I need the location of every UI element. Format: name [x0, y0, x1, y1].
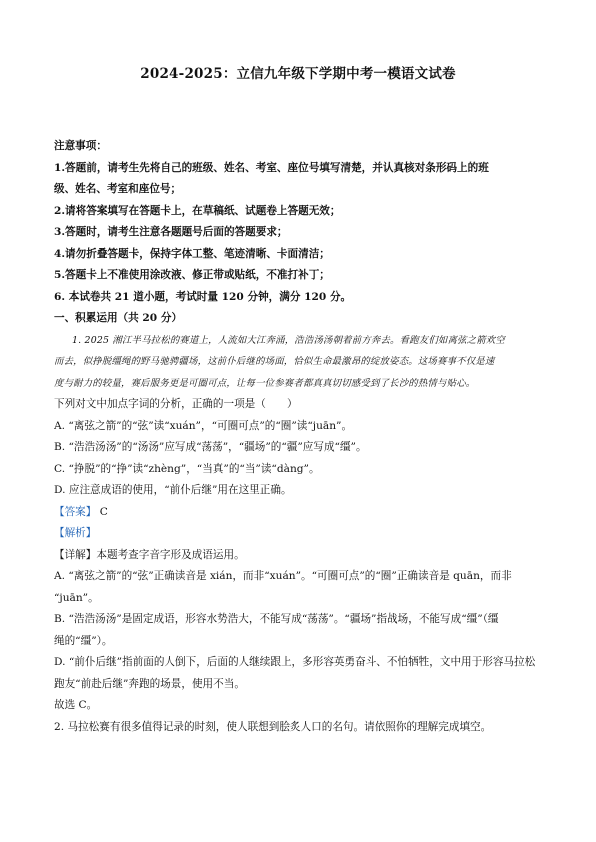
analysis-line: [54, 523, 546, 545]
q1-stem: 下列对文中加点字词的分析，正确的一项是（ ）: [54, 398, 298, 410]
q1-passage-line: 1. 2025 湘江半马拉松的赛道上，人流如大江奔涌，浩浩汤汤朝着前方奔去。看跑友们如离弦之箭欢空: [72, 334, 505, 346]
exam-content: [54, 136, 546, 738]
q1-passage-line: 而去，似挣脱缰绳的野马驰骋疆场，这前仆后继的场面，恰似生命最激昂的绽放姿态。这场赛事不仅是速: [54, 356, 495, 367]
explanation-line: 跑友“前赴后继”奔跑的场景，使用不当。: [54, 677, 245, 690]
answer-tag: 【 答案 】: [54, 506, 96, 518]
q1-passage-line: 度与耐力的较量，赛后服务更是可圈可点，让每一位参赛者都真真切切感受到了长沙的热情与贴心。: [54, 377, 476, 389]
note-item: 4.请勿折叠答题卡，保持字体工整、笔迹清晰、卡面清洁；: [54, 247, 330, 260]
note-item: 1.答题前，请考生先将自己的班级、姓名、考室、座位号填写清楚，并认真核对条形码上的班: [54, 161, 489, 174]
section-heading: 一、积累运用（共 20 分）: [54, 312, 183, 324]
answer-line: [54, 502, 546, 524]
note-item: 2.请将答案填写在答题卡上，在草稿纸、试题卷上答题无效；: [54, 204, 341, 217]
note-item: 5.答题卡上不准使用涂改液、修正带或贴纸，不准打补丁；: [54, 269, 330, 281]
explanation-line: A. “离弦之箭”的“弦”正确读音是 xián，而非“xuán”。“可圈可点”的“圈”正确读音是 quān，而非: [54, 570, 512, 582]
conclusion: 故选 C。: [54, 699, 98, 711]
explanation-line: 绳的“缰”）。: [54, 634, 113, 647]
analysis-tag: 【 解析 】: [54, 527, 96, 539]
q1-option-a: A. “离弦之箭”的“弦”读“xuán”，“可圈可点”的“圈”读“juān”。: [54, 419, 353, 432]
note-item: 级、姓名、考室和座位号；: [54, 183, 182, 195]
note-item: 6. 本试卷共 21 道小题，考试时量 120 分钟，满分 120 分。: [54, 290, 352, 303]
q2-text: 2. 马拉松赛有很多值得记录的时刻，使人联想到脍炙人口的名句。请依照你的理解完成填空。: [54, 720, 492, 733]
exam-title: 2024-2025：立信九年级下学期中考一模语文试卷: [140, 66, 456, 82]
q1-option-d: D. 应注意成语的使用，“前仆后继”用在这里正确。: [54, 484, 292, 496]
explanation-line: B. “浩浩汤汤”是固定成语，形容水势浩大，不能写成“荡荡”。“疆场”指战场，不能写成“缰”（缰: [54, 613, 499, 625]
explanation-line: “juān”。: [54, 591, 99, 604]
notes-heading: 注意事项：: [54, 140, 107, 152]
q1-option-b: B. “浩浩汤汤”的“汤汤”应写成“荡荡”，“疆场”的“疆”应写成“缰”。: [54, 441, 367, 453]
answer-value: C: [99, 505, 108, 518]
note-item: 3.答题时，请考生注意各题题号后面的答题要求；: [54, 226, 288, 238]
detail-tag: 【 详解 】: [54, 549, 96, 561]
explanation-line: D. “前仆后继”指前面的人倒下，后面的人继续跟上，多形容英勇奋斗、不怕牺牲，文中用于形容马拉松: [54, 656, 536, 668]
detail-intro: 本题考查字音字形及成语运用。: [96, 548, 245, 561]
detail-line: [54, 545, 546, 567]
q1-option-c: C. “挣脱”的“挣”读“zhèng”，“当真”的“当”读“dàng”。: [54, 462, 320, 475]
